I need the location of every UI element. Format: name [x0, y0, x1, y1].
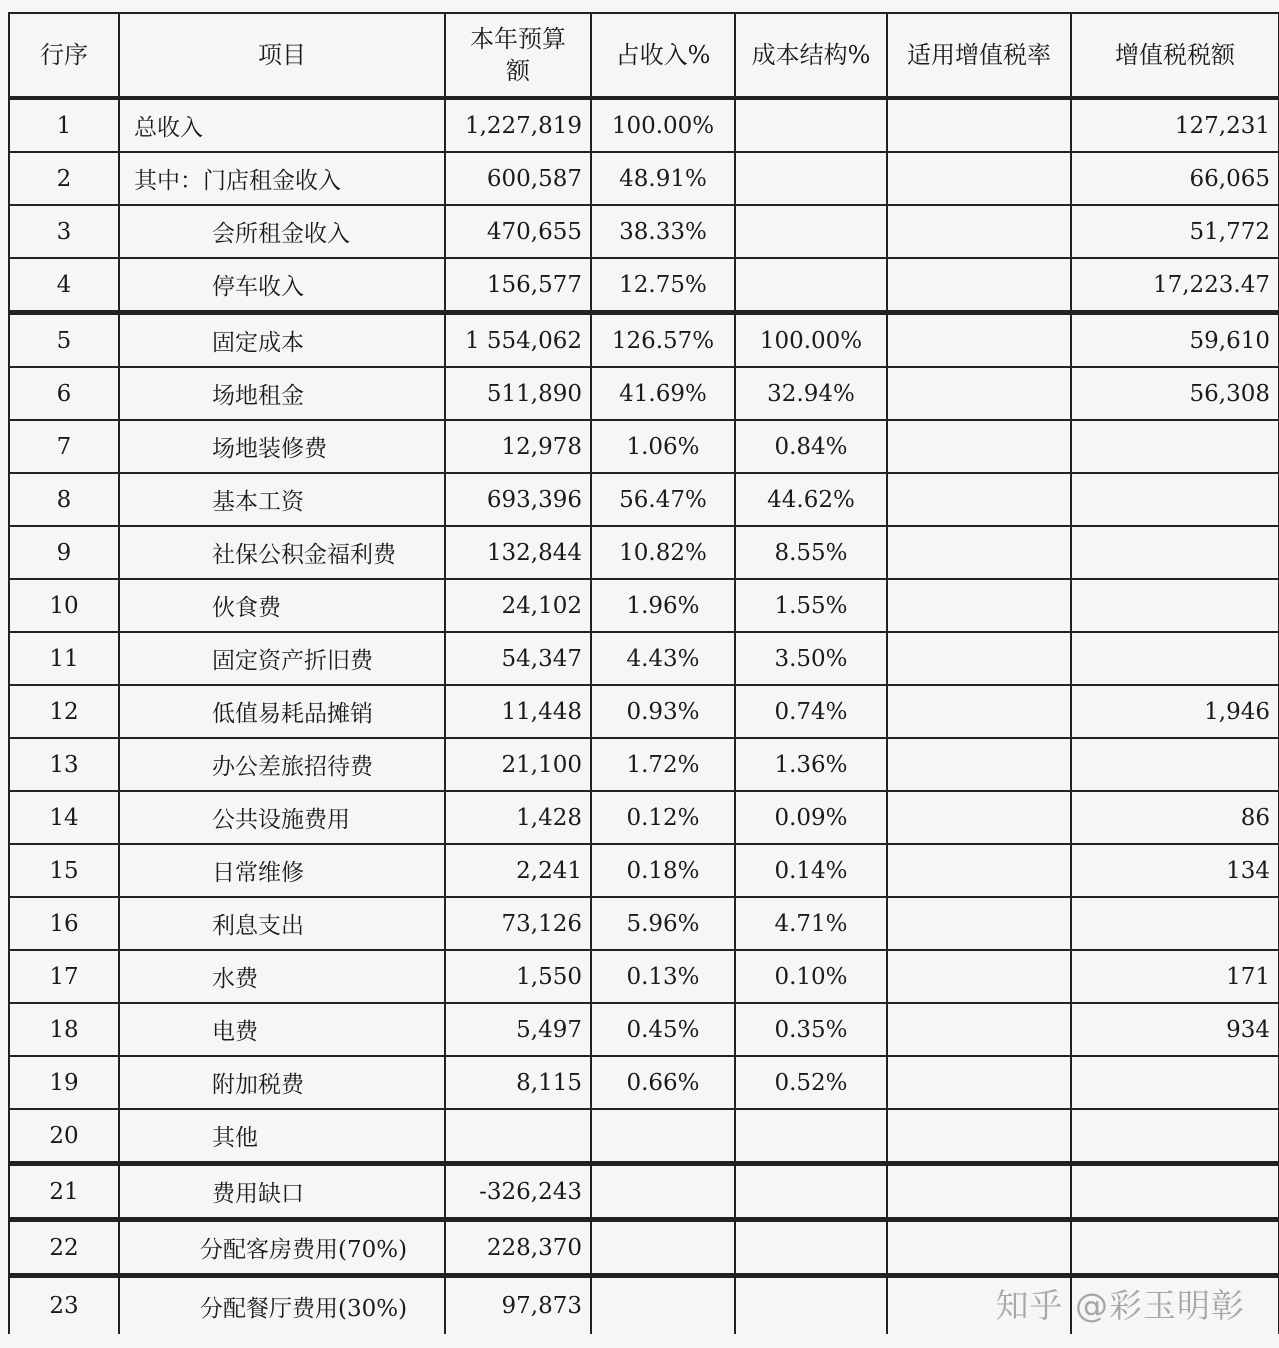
- table-row: [9, 420, 1279, 473]
- row-seq: 18: [9, 1003, 119, 1056]
- header-budget-line2: 额: [506, 57, 530, 85]
- header-vat-rate: 适用增值税率: [887, 13, 1071, 98]
- row-pct-income: 0.12%: [591, 791, 735, 844]
- row-cost-structure: 3.50%: [735, 632, 887, 685]
- row-cost-structure: 0.14%: [735, 844, 887, 897]
- row-vat-amount: 56,308: [1071, 367, 1279, 420]
- row-seq: 8: [9, 473, 119, 526]
- row-budget: 156,577: [445, 258, 591, 313]
- row-vat-amount: 51,772: [1071, 205, 1279, 258]
- row-cost-structure: [735, 205, 887, 258]
- row-vat-rate: [887, 1003, 1071, 1056]
- table-row: [9, 205, 1279, 258]
- row-cost-structure: [735, 1109, 887, 1164]
- row-item: 伙食费: [119, 579, 445, 632]
- row-cost-structure: 1.36%: [735, 738, 887, 791]
- header-cost-structure: 成本结构%: [735, 13, 887, 98]
- row-item: 社保公积金福利费: [119, 526, 445, 579]
- row-seq: 19: [9, 1056, 119, 1109]
- table-row: [9, 1003, 1279, 1056]
- row-cost-structure: 100.00%: [735, 313, 887, 368]
- row-vat-amount: [1071, 420, 1279, 473]
- row-budget: 693,396: [445, 473, 591, 526]
- budget-table: [8, 12, 1279, 1334]
- row-vat-amount: [1071, 473, 1279, 526]
- row-item: 会所租金收入: [119, 205, 445, 258]
- row-pct-income: 100.00%: [591, 98, 735, 152]
- row-pct-income: 0.66%: [591, 1056, 735, 1109]
- row-seq: 10: [9, 579, 119, 632]
- row-item: 分配餐厅费用(30%): [119, 1276, 445, 1335]
- row-cost-structure: 0.10%: [735, 950, 887, 1003]
- table-row: [9, 1056, 1279, 1109]
- row-seq: 7: [9, 420, 119, 473]
- row-cost-structure: [735, 1164, 887, 1220]
- row-vat-rate: [887, 98, 1071, 152]
- row-vat-amount: [1071, 897, 1279, 950]
- row-pct-income: 126.57%: [591, 313, 735, 368]
- row-budget: 73,126: [445, 897, 591, 950]
- row-cost-structure: 44.62%: [735, 473, 887, 526]
- row-pct-income: [591, 1220, 735, 1276]
- row-pct-income: 38.33%: [591, 205, 735, 258]
- table-row: [9, 844, 1279, 897]
- row-budget: 54,347: [445, 632, 591, 685]
- row-vat-amount: [1071, 1056, 1279, 1109]
- row-pct-income: 0.93%: [591, 685, 735, 738]
- row-vat-amount: 66,065: [1071, 152, 1279, 205]
- row-vat-amount: 59,610: [1071, 313, 1279, 368]
- row-item: 公共设施费用: [119, 791, 445, 844]
- row-vat-rate: [887, 1056, 1071, 1109]
- row-vat-rate: [887, 420, 1071, 473]
- table-row: [9, 98, 1279, 152]
- row-budget: 2,241: [445, 844, 591, 897]
- row-budget: 511,890: [445, 367, 591, 420]
- row-cost-structure: [735, 1276, 887, 1335]
- row-seq: 2: [9, 152, 119, 205]
- row-cost-structure: 0.84%: [735, 420, 887, 473]
- row-vat-amount: 171: [1071, 950, 1279, 1003]
- row-seq: 16: [9, 897, 119, 950]
- row-item: 日常维修: [119, 844, 445, 897]
- table-row: [9, 950, 1279, 1003]
- row-vat-amount: 127,231: [1071, 98, 1279, 152]
- row-pct-income: 5.96%: [591, 897, 735, 950]
- row-pct-income: 4.43%: [591, 632, 735, 685]
- row-budget: 21,100: [445, 738, 591, 791]
- row-item: 其他: [119, 1109, 445, 1164]
- row-pct-income: [591, 1109, 735, 1164]
- row-item: 其中：门店租金收入: [119, 152, 445, 205]
- row-pct-income: 56.47%: [591, 473, 735, 526]
- row-seq: 22: [9, 1220, 119, 1276]
- table-row: [9, 526, 1279, 579]
- row-vat-amount: 86: [1071, 791, 1279, 844]
- row-vat-amount: [1071, 1109, 1279, 1164]
- header-vat-amount: 增值税税额: [1071, 13, 1279, 98]
- row-item: 场地装修费: [119, 420, 445, 473]
- row-seq: 23: [9, 1276, 119, 1335]
- row-vat-amount: 134: [1071, 844, 1279, 897]
- row-cost-structure: 1.55%: [735, 579, 887, 632]
- row-pct-income: 48.91%: [591, 152, 735, 205]
- row-pct-income: 1.72%: [591, 738, 735, 791]
- row-vat-rate: [887, 844, 1071, 897]
- row-pct-income: 0.45%: [591, 1003, 735, 1056]
- row-pct-income: [591, 1164, 735, 1220]
- row-budget: 12,978: [445, 420, 591, 473]
- row-item: 场地租金: [119, 367, 445, 420]
- row-cost-structure: [735, 258, 887, 313]
- row-seq: 1: [9, 98, 119, 152]
- row-cost-structure: [735, 1220, 887, 1276]
- row-vat-amount: 1,946: [1071, 685, 1279, 738]
- table-row: [9, 473, 1279, 526]
- row-item: 基本工资: [119, 473, 445, 526]
- row-cost-structure: 0.09%: [735, 791, 887, 844]
- row-pct-income: [591, 1276, 735, 1335]
- row-vat-rate: [887, 738, 1071, 791]
- row-vat-rate: [887, 473, 1071, 526]
- row-vat-rate: [887, 205, 1071, 258]
- row-item: 办公差旅招待费: [119, 738, 445, 791]
- row-vat-rate: [887, 579, 1071, 632]
- row-cost-structure: 0.35%: [735, 1003, 887, 1056]
- row-vat-amount: [1071, 632, 1279, 685]
- row-budget: 470,655: [445, 205, 591, 258]
- table-row: [9, 1164, 1279, 1220]
- row-pct-income: 1.96%: [591, 579, 735, 632]
- row-budget: [445, 1109, 591, 1164]
- row-cost-structure: [735, 152, 887, 205]
- row-seq: 9: [9, 526, 119, 579]
- row-vat-amount: [1071, 738, 1279, 791]
- row-budget: 1,550: [445, 950, 591, 1003]
- row-item: 总收入: [119, 98, 445, 152]
- row-item: 电费: [119, 1003, 445, 1056]
- row-budget: 8,115: [445, 1056, 591, 1109]
- row-seq: 17: [9, 950, 119, 1003]
- row-vat-amount: [1071, 1220, 1279, 1276]
- table-row: [9, 152, 1279, 205]
- row-vat-rate: [887, 367, 1071, 420]
- row-seq: 12: [9, 685, 119, 738]
- row-vat-amount: [1071, 1164, 1279, 1220]
- row-budget: -326,243: [445, 1164, 591, 1220]
- row-pct-income: 41.69%: [591, 367, 735, 420]
- row-vat-rate: [887, 258, 1071, 313]
- table-row: [9, 738, 1279, 791]
- table-row: [9, 579, 1279, 632]
- row-vat-rate: [887, 897, 1071, 950]
- row-seq: 13: [9, 738, 119, 791]
- row-vat-rate: [887, 526, 1071, 579]
- row-item: 低值易耗品摊销: [119, 685, 445, 738]
- row-item: 费用缺口: [119, 1164, 445, 1220]
- row-pct-income: 0.13%: [591, 950, 735, 1003]
- header-seq: 行序: [9, 13, 119, 98]
- table-header-row: [9, 13, 1279, 98]
- table-row: [9, 258, 1279, 313]
- row-item: 固定资产折旧费: [119, 632, 445, 685]
- row-pct-income: 1.06%: [591, 420, 735, 473]
- row-vat-amount: [1071, 526, 1279, 579]
- header-item: 项目: [119, 13, 445, 98]
- table-row: [9, 897, 1279, 950]
- row-budget: 228,370: [445, 1220, 591, 1276]
- row-budget: 97,873: [445, 1276, 591, 1335]
- row-vat-rate: [887, 152, 1071, 205]
- row-seq: 6: [9, 367, 119, 420]
- table-row: [9, 1220, 1279, 1276]
- table-row: [9, 367, 1279, 420]
- table-row: [9, 1109, 1279, 1164]
- row-vat-rate: [887, 791, 1071, 844]
- header-budget: [445, 13, 591, 98]
- row-cost-structure: 0.74%: [735, 685, 887, 738]
- row-cost-structure: 0.52%: [735, 1056, 887, 1109]
- row-seq: 4: [9, 258, 119, 313]
- row-vat-amount: 934: [1071, 1003, 1279, 1056]
- row-budget: 1,227,819: [445, 98, 591, 152]
- header-budget-line1: 本年预算: [470, 24, 566, 53]
- row-vat-rate: [887, 950, 1071, 1003]
- row-item: 水费: [119, 950, 445, 1003]
- table-row: [9, 791, 1279, 844]
- row-vat-rate: [887, 1164, 1071, 1220]
- row-budget: 600,587: [445, 152, 591, 205]
- table-row: [9, 313, 1279, 368]
- row-pct-income: 0.18%: [591, 844, 735, 897]
- row-vat-amount: 17,223.47: [1071, 258, 1279, 313]
- row-budget: 5,497: [445, 1003, 591, 1056]
- row-vat-rate: [887, 632, 1071, 685]
- row-seq: 21: [9, 1164, 119, 1220]
- watermark: 知乎 @彩玉明彰: [995, 1286, 1245, 1325]
- row-item: 附加税费: [119, 1056, 445, 1109]
- row-seq: 5: [9, 313, 119, 368]
- row-item: 停车收入: [119, 258, 445, 313]
- row-vat-amount: [1071, 579, 1279, 632]
- row-cost-structure: 8.55%: [735, 526, 887, 579]
- table-row: [9, 685, 1279, 738]
- row-seq: 11: [9, 632, 119, 685]
- row-vat-rate: [887, 313, 1071, 368]
- row-item: 利息支出: [119, 897, 445, 950]
- header-pct-income: 占收入%: [591, 13, 735, 98]
- row-seq: 20: [9, 1109, 119, 1164]
- row-pct-income: 10.82%: [591, 526, 735, 579]
- row-budget: 24,102: [445, 579, 591, 632]
- row-cost-structure: 32.94%: [735, 367, 887, 420]
- row-budget: 1 554,062: [445, 313, 591, 368]
- row-vat-rate: [887, 1220, 1071, 1276]
- table-row: [9, 632, 1279, 685]
- row-item: 固定成本: [119, 313, 445, 368]
- row-budget: 132,844: [445, 526, 591, 579]
- row-budget: 11,448: [445, 685, 591, 738]
- row-seq: 15: [9, 844, 119, 897]
- row-budget: 1,428: [445, 791, 591, 844]
- row-seq: 14: [9, 791, 119, 844]
- row-item: 分配客房费用(70%): [119, 1220, 445, 1276]
- row-vat-rate: [887, 1109, 1071, 1164]
- row-cost-structure: [735, 98, 887, 152]
- row-seq: 3: [9, 205, 119, 258]
- row-pct-income: 12.75%: [591, 258, 735, 313]
- row-vat-rate: [887, 685, 1071, 738]
- row-cost-structure: 4.71%: [735, 897, 887, 950]
